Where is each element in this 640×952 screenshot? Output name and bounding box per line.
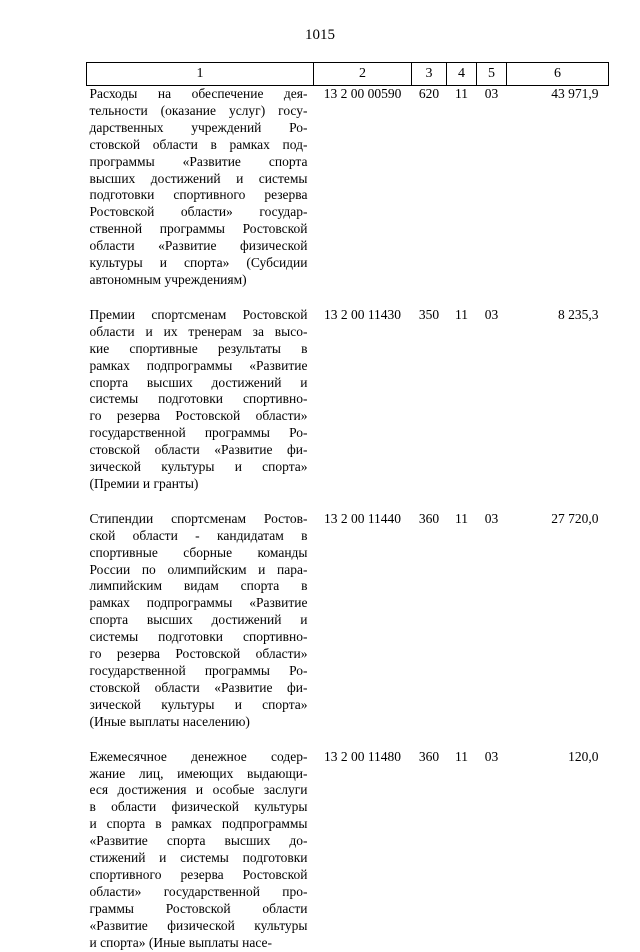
description-line: «Развитие физической культуры [89,917,308,933]
description-line: граммы Ростовской области [89,900,308,916]
row-spacer-cell [87,731,609,749]
description-line: и спорта в рамках подпрограммы [89,816,308,832]
header-cell-1: 1 [87,63,314,86]
row-spacer [87,731,609,749]
row-section: 11 [455,306,468,322]
row-target-code: 13 2 00 11480 [323,748,402,764]
row-section: 11 [455,748,468,764]
description-line: го резерва Ростовской области» [89,408,308,424]
row-description [87,511,314,731]
row-amount: 27 720,0 [551,510,599,526]
description-line: области» государственной про- [89,883,308,899]
row-section: 11 [455,86,468,101]
table-body [87,86,609,952]
header-row [87,63,609,86]
description-line: Ежемесячное денежное содер- [89,748,308,764]
header-cell-5: 5 [477,63,507,86]
row-target-code: 13 2 00 11430 [323,306,402,322]
description-line: «Развитие спорта высших до- [89,833,308,849]
description-line: Ростовской области» государ- [89,204,308,220]
description-line: (Иные выплаты населению) [89,713,250,729]
description-line: спортивного резерва Ростовской [89,866,308,882]
header-cell-2: 2 [314,63,412,86]
description-line: рамках подпрограммы «Развитие [89,357,308,373]
description-line: ской области - кандидатам в [89,527,308,543]
row-section: 11 [455,510,468,526]
description-line: еся достижения и особые заслуги [89,782,308,798]
row-subsection: 03 [484,510,499,526]
description-line: (Премии и гранты) [89,475,199,491]
budget-table [86,62,609,952]
description-line: области «Развитие физической [89,238,308,254]
description-line: государственной программы Ро- [89,425,308,441]
row-amount: 43 971,9 [551,86,599,101]
description-line: области и их тренерам за высо- [89,323,308,339]
description-line: культуры и спорта» (Субсидии [89,255,308,271]
row-description [87,86,314,289]
row-subsection: 03 [484,86,499,101]
description-line: ственной программы Ростовской [89,221,308,237]
table-row [87,511,609,731]
row-spacer [87,493,609,511]
description-line: подготовки спортивного резерва [89,187,308,203]
description-line: стовской области «Развитие фи- [89,679,308,695]
description-line: тельности (оказание услуг) госу- [89,102,308,118]
page-number: 1015 [305,27,335,43]
table-row [87,86,609,289]
description-line: высших достижений и системы [89,170,308,186]
row-spacer [87,289,609,307]
row-expense-type: 360 [418,748,440,764]
row-target-code: 13 2 00 11440 [323,510,402,526]
row-subsection: 03 [484,306,499,322]
description-line: стовской области «Развитие фи- [89,442,308,458]
table-row [87,307,609,493]
description-line: рамках подпрограммы «Развитие [89,595,308,611]
description-line: зической культуры и спорта» [89,696,308,712]
description-line: Премии спортсменам Ростовской [89,306,308,322]
description-line: автономным учреждениям) [89,271,247,287]
description-line: го резерва Ростовской области» [89,646,308,662]
row-subsection: 03 [484,748,499,764]
row-expense-type: 360 [418,510,440,526]
row-expense-type: 350 [418,306,440,322]
description-line: зической культуры и спорта» [89,459,308,475]
description-line: программы «Развитие спорта [89,153,308,169]
description-line: спортивные сборные команды [89,544,308,560]
description-line: и спорта» (Иные выплаты насе- [89,934,272,950]
row-spacer-cell [87,493,609,511]
description-line: России по олимпийским и пара- [89,561,308,577]
header-cell-6: 6 [507,63,609,86]
budget-table-container [86,62,608,952]
description-line: спорта высших достижений и [89,374,308,390]
row-expense-type: 620 [418,86,440,101]
row-amount: 120,0 [568,748,599,764]
description-line: стовской области в рамках под- [89,136,308,152]
description-line: кие спортивные результаты в [89,340,308,356]
header-cell-4: 4 [447,63,477,86]
description-line: стижений и системы подготовки [89,850,308,866]
description-line: Расходы на обеспечение дея- [89,86,308,101]
header-cell-3: 3 [412,63,447,86]
row-target-code: 13 2 00 00590 [323,86,402,101]
description-line: в области физической культуры [89,799,308,815]
row-description [87,749,314,952]
table-row [87,749,609,952]
description-line: системы подготовки спортивно- [89,391,308,407]
description-line: Стипендии спортсменам Ростов- [89,510,308,526]
description-line: дарственных учреждений Ро- [89,119,308,135]
description-line: государственной программы Ро- [89,663,308,678]
description-line: жание лиц, имеющих выдающи- [89,765,308,781]
row-spacer-cell [87,289,609,307]
description-line: системы подготовки спортивно- [89,629,308,645]
description-line: лимпийским видам спорта в [89,578,308,594]
row-amount: 8 235,3 [558,306,599,322]
row-description [87,307,314,493]
description-line: спорта высших достижений и [89,612,308,628]
